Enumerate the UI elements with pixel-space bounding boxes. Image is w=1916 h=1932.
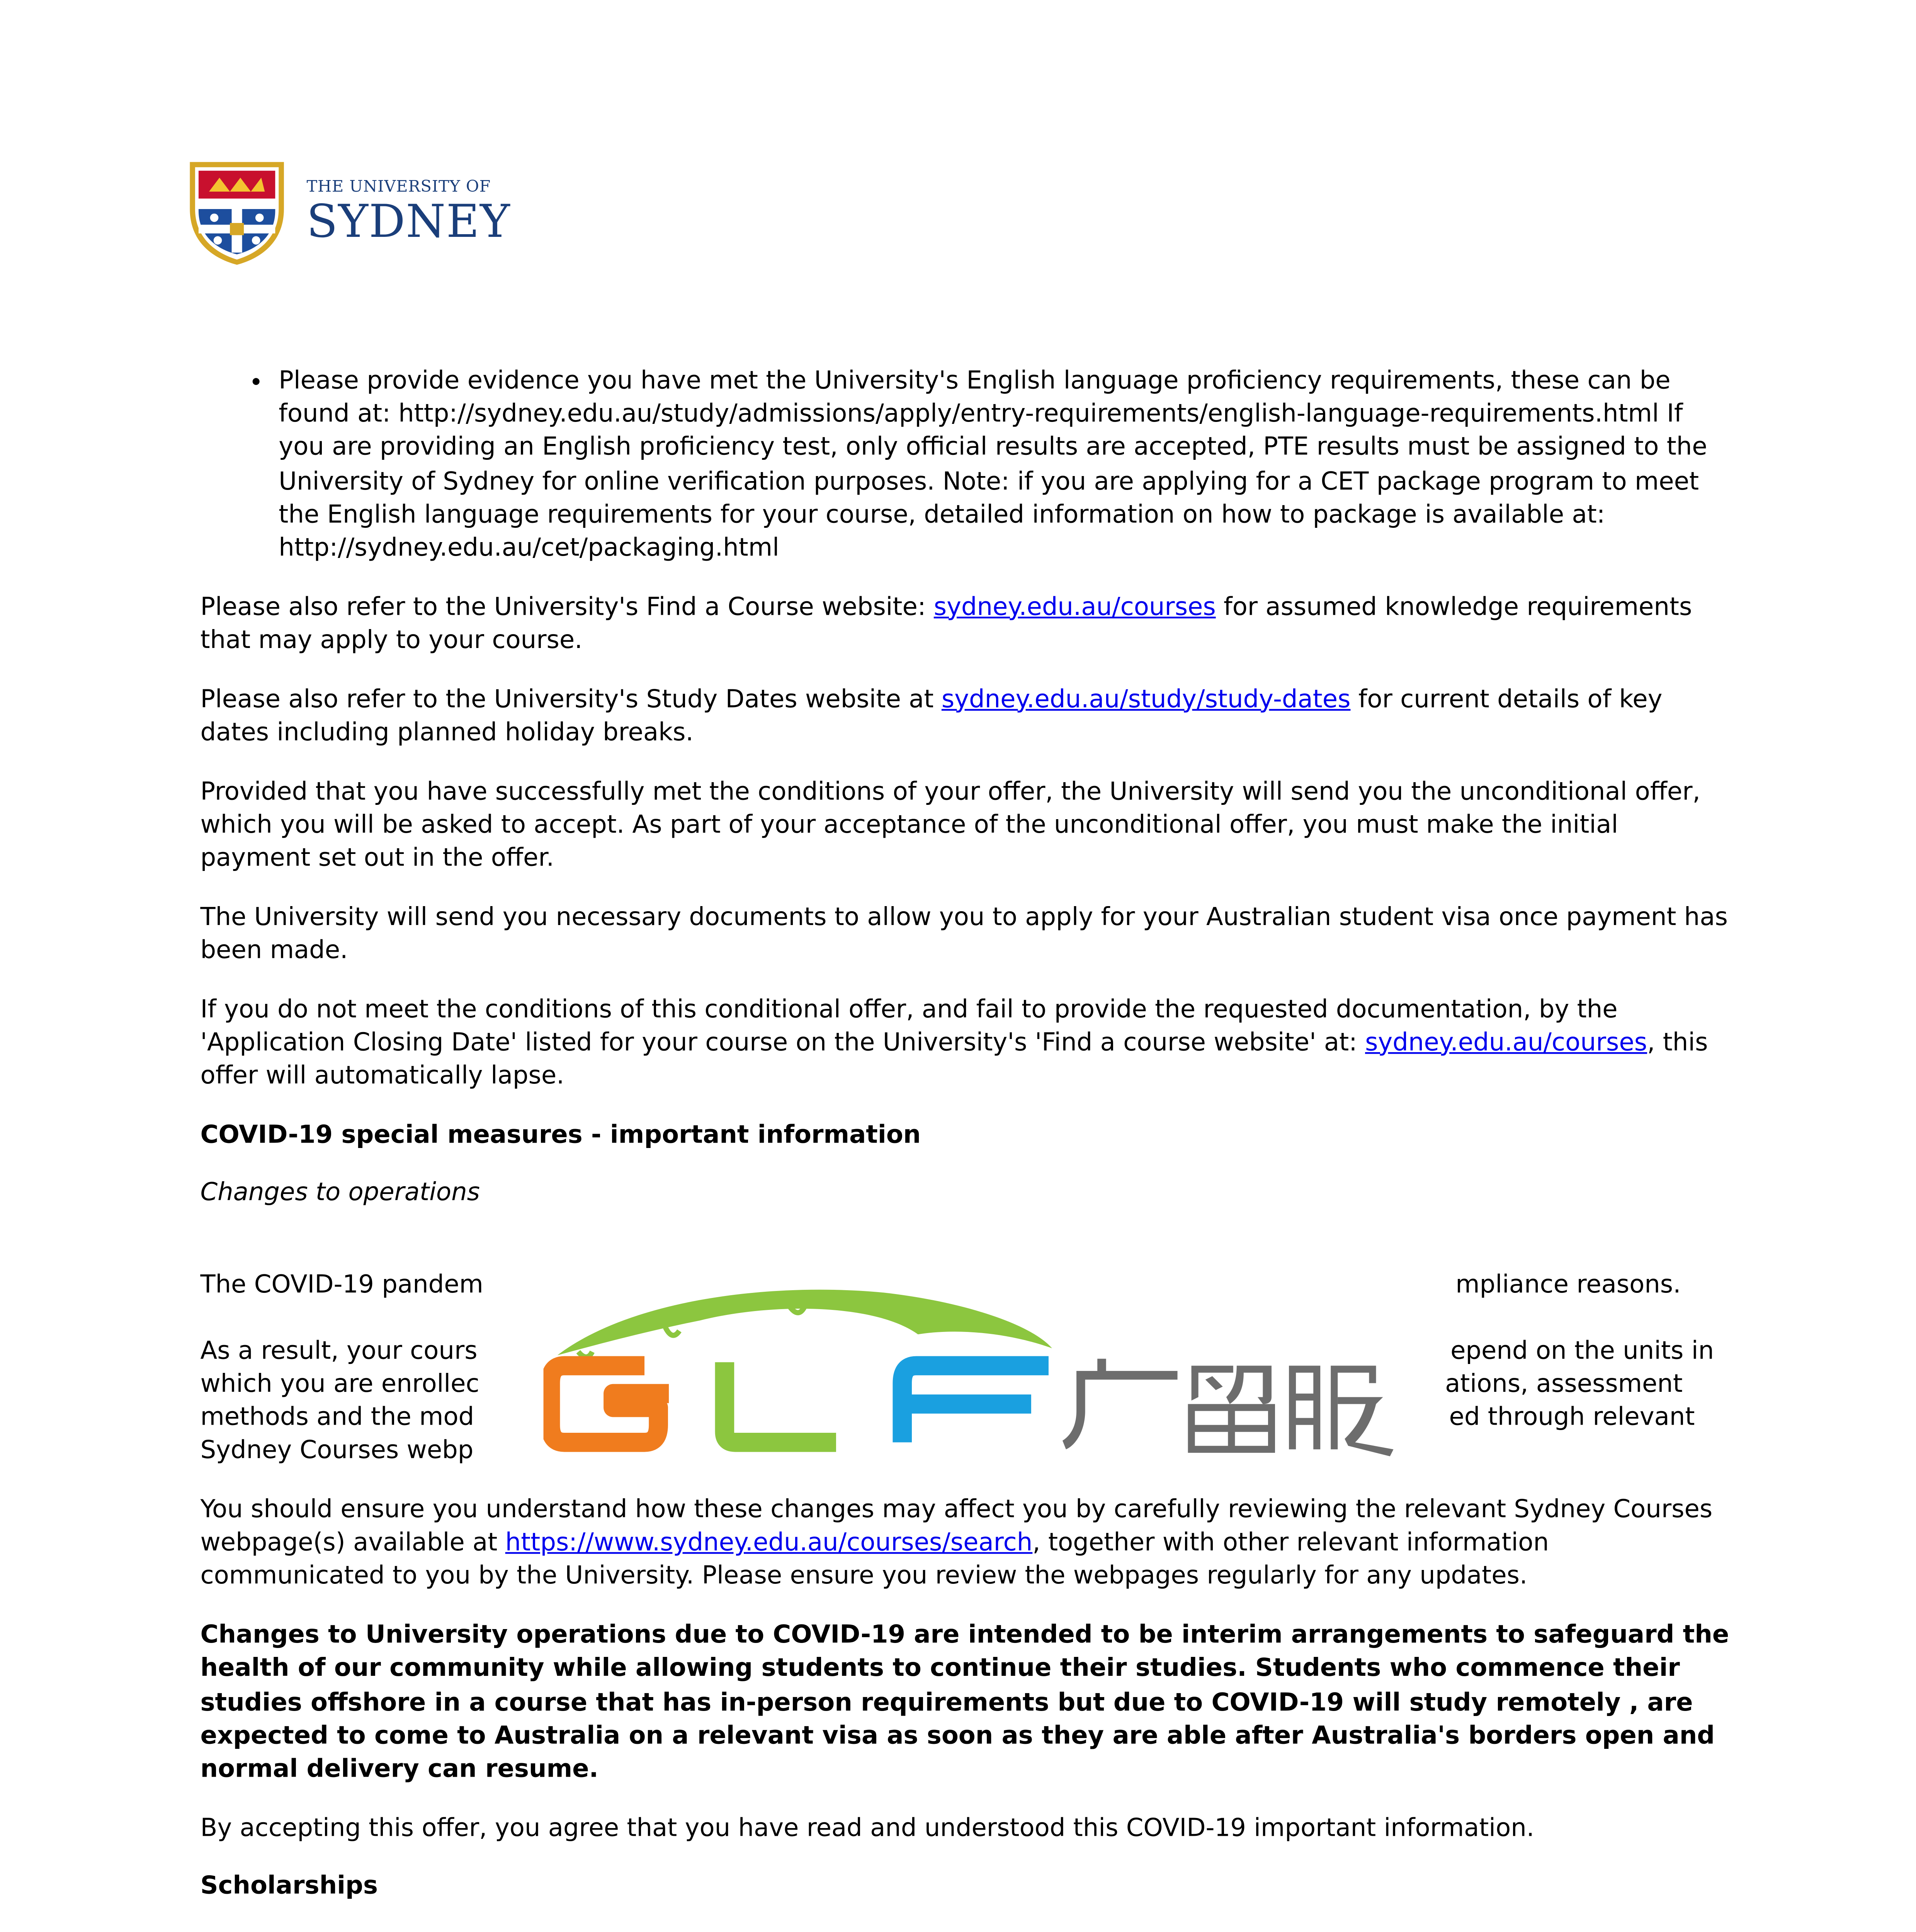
text-span: If you do not meet the conditions of this conditional offer, and fail to provide the requested documentation, by the 'Application Closing Date' listed for your course on the University's 'Find a course website' at: (200, 995, 1618, 1057)
text-span: Please also refer to the University's Study Dates website at (200, 685, 942, 714)
logo-main-text: SYDNEY (306, 196, 511, 248)
logo-top-text: THE UNIVERSITY OF (306, 178, 491, 198)
study-dates-paragraph (200, 684, 1733, 751)
text-span: , this offer will automatically lapse. (200, 1029, 1708, 1090)
university-logo (185, 157, 511, 269)
covid-p2-l2-right: ations, assessment (1445, 1371, 1683, 1399)
text-span: for assumed knowledge requirements that may apply to your course. (200, 594, 1692, 655)
covid-p1-right: mpliance reasons. (1455, 1271, 1681, 1299)
glf-watermark (544, 1286, 1406, 1460)
text-span: You should ensure you understand how these changes may affect you by carefully reviewing the relevant Sydney Courses webpage(s) available at (200, 1496, 1713, 1558)
covid-heading: COVID-19 special measures - important information (200, 1121, 921, 1149)
find-course-paragraph (200, 592, 1733, 659)
logo-wordmark (306, 178, 511, 248)
covid-p2-l1-left: As a result, your cours (200, 1337, 478, 1366)
text-span: for current details of key dates including planned holiday breaks. (200, 685, 1663, 747)
letter-body (200, 366, 1733, 1932)
interim-arrangements-paragraph: Changes to University operations due to COVID-19 are intended to be interim arrangements to safeguard the health of our community while allowing students to continue their studies. Students who commence their studies offshore in a course that has in-person requirements but due to COVID-19 will study remotely , are expected to come to Australia on a relevant visa as soon as they are able after Australia's borders open and normal delivery can resume. (200, 1622, 1729, 1784)
unconditional-offer-paragraph: Provided that you have successfully met the conditions of your offer, the University will send you the unconditional offer, which you will be asked to accept. As part of your acceptance of the unconditional offer, you must make the initial payment set out in the offer. (200, 778, 1700, 873)
courses-link[interactable]: sydney.edu.au/courses (1365, 1029, 1647, 1057)
text-span: Please also refer to the University's Find a Course website: (200, 594, 934, 622)
changes-operations-subheading: Changes to operations (200, 1180, 480, 1208)
requirements-list (200, 366, 1733, 566)
covid-p2-l3-right: ed through relevant (1449, 1404, 1695, 1432)
offer-lapse-paragraph (200, 994, 1733, 1094)
understand-changes-paragraph (200, 1495, 1733, 1595)
visa-documents-paragraph: The University will send you necessary documents to allow you to apply for your Australian student visa once payment has been made. (200, 903, 1728, 965)
accept-covid-paragraph: By accepting this offer, you agree that you have read and understood this COVID-19 important information. (200, 1815, 1535, 1843)
find-course-link[interactable]: sydney.edu.au/courses (933, 594, 1216, 622)
university-crest-icon (185, 157, 289, 269)
covid-p1-left: The COVID-19 pandem (200, 1271, 483, 1299)
scholarships-paragraph (200, 1930, 1733, 1932)
scholarships-heading: Scholarships (200, 1873, 378, 1901)
covid-p2-l1-right: epend on the units in (1450, 1337, 1714, 1366)
covid-p2-l4-left: Sydney Courses webp (200, 1437, 474, 1466)
courses-search-link[interactable]: https://www.sydney.edu.au/courses/search (505, 1530, 1033, 1558)
study-dates-link[interactable]: sydney.edu.au/study/study-dates (941, 685, 1351, 714)
covid-p2-l3-left: methods and the mod (200, 1404, 474, 1432)
covid-p2-l2-left: which you are enrollec (200, 1371, 479, 1399)
list-item-english: • Please provide evidence you have met the University's English language proficiency requirements, these can be found at: http://sydney.edu.au/study/admissions/apply/entry-requirements/english-language-requirements.html If you are providing an English proficiency test, only official results are accepted, PTE results must be assigned to the University of Sydney for online verification purposes. Note: if you are applying for a CET package program to meet the English language requirements for your course, detailed information on how to package is available at: http://sydney.edu.au/cet/packaging.html (279, 366, 1733, 566)
text-span: , together with other relevant information communicated to you by the University. Please ensure you review the webpages regularly for any updates. (200, 1530, 1549, 1592)
